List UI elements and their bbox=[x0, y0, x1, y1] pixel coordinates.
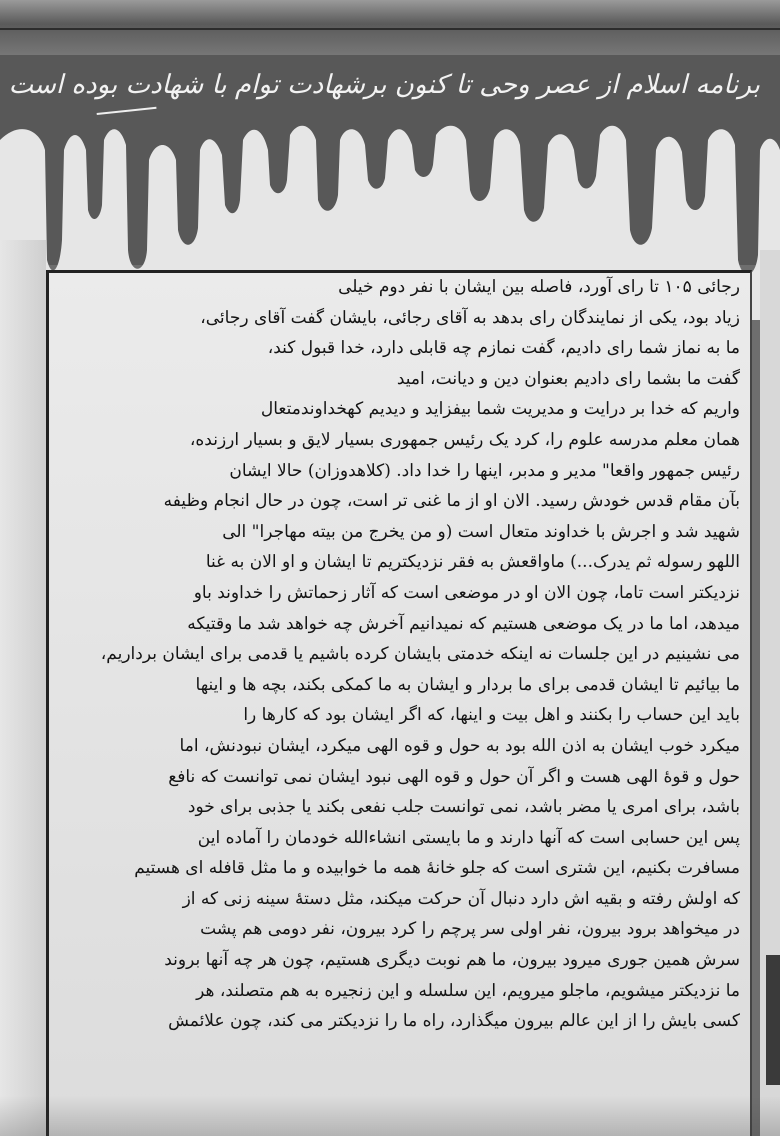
text-line: در میخواهد برود بیرون، نفر اولی سر پرچم را کرد بیرون، نفر دومی هم پشت bbox=[200, 919, 740, 940]
text-line: گفت ما بشما رای دادیم بعنوان دین و دیانت، امید bbox=[396, 368, 740, 389]
text-line: ما به نماز شما رای دادیم، گفت نمازم چه قابلی دارد، خدا قبول کند، bbox=[267, 338, 740, 359]
text-line: همان معلم مدرسه علوم را، کرد یک رئیس جمهوری بسیار لایق و بسیار ارزنده، bbox=[189, 429, 740, 450]
text-line: میکرد خوب ایشان به اذن الله بود به حول و قوه الهی میکرد، ایشان نبودنش، اما bbox=[179, 735, 740, 756]
text-line: سرش همین جوری میرود بیرون، ما هم نوبت دیگری هستیم، چون هر چه آنها بروند bbox=[164, 950, 740, 971]
text-line: رجائی ۱۰۵ تا رای آورد، فاصله بین ایشان با نفر دوم خیلی bbox=[338, 277, 740, 297]
text-line: مسافرت بکنیم، این شتری است که جلو خانهٔ همه ما خوابیده و ما مثل قافله ای هستیم bbox=[134, 858, 740, 879]
left-margin bbox=[0, 240, 46, 1136]
text-line: می نشینیم در این جلسات نه اینکه خدمتی بایشان کرده باشیم یا قدمی برای ایشان برداریم، bbox=[100, 644, 740, 665]
text-line: واریم که خدا بر درایت و مدیریت شما بیفزاید و دیدیم کهخداوندمتعال bbox=[260, 399, 740, 420]
text-line: کسی بایش را از این عالم بیرون میگذارد، راه ما را نزدیکتر می کند، چون علائمش bbox=[168, 1011, 740, 1032]
text-line: که اولش رفته و بقیه اش دارد دنبال آن حرکت میکند، مثل دستهٔ سینه زنی که از bbox=[182, 888, 740, 909]
text-line: ما بیائیم تا ایشان قدمی برای ما بردار و ایشان به ما کمکی بکند، بچه ها و اینها bbox=[195, 674, 740, 695]
article-body bbox=[60, 272, 740, 1037]
text-line: زیاد بود، یکی از نمایندگان رای بدهد به آقای رجائی، بایشان گفت آقای رجائی، bbox=[200, 307, 740, 328]
text-line: باید این حساب را بکنند و اهل بیت و اینها، که اگر ایشان بود که کارها را bbox=[243, 705, 740, 726]
text-line: ما نزدیکتر میشویم، ماجلو میرویم، این سلسله و این زنجیره به هم متصلند، هر bbox=[196, 980, 740, 1001]
text-line: رئیس جمهور واقعا" مدیر و مدبر، اینها را خدا داد. (کلاهدوزان) حالا ایشان bbox=[229, 460, 740, 481]
text-line: شهید شد و اجرش با خداوند متعال است (و من یخرج من بیته مهاجرا" الی bbox=[222, 521, 740, 542]
text-line: بآن مقام قدس خودش رسید. الان او از ما غنی تر است، چون در حال انجام وظیفه bbox=[163, 491, 740, 512]
text-line: پس این حسابی است که آنها دارند و ما بایستی انشاءالله خودمان را آماده این bbox=[197, 827, 740, 848]
bottom-shadow bbox=[0, 1096, 780, 1136]
text-line: میدهد، اما ما در یک موضعی هستیم که نمیدانیم آخرش چه خواهد شد ما وقتیکه bbox=[187, 613, 740, 634]
text-line: نزدیکتر است تاما، چون الان او در موضعی است که آثار زحماتش را خداوند باو bbox=[193, 582, 740, 603]
headline: برنامه اسلام از عصر وحی تا کنون برشهادت توام با شهادت بوده است bbox=[8, 70, 760, 100]
text-line: باشد، برای امری یا مضر باشد، نمی توانست جلب نفعی بکند یا جذبی برای خود bbox=[187, 797, 740, 818]
right-edge-mark bbox=[766, 955, 780, 1085]
scan-edge bbox=[0, 0, 780, 60]
text-line: حول و قوهٔ الهی هست و اگر آن حول و قوه الهی نبود ایشان نمی توانست که نافع bbox=[168, 766, 740, 787]
text-line: اللهو رسوله ثم یدرک...) ماواقعش به فقر نزدیکتریم تا ایشان و او الان به غنا bbox=[205, 552, 740, 573]
